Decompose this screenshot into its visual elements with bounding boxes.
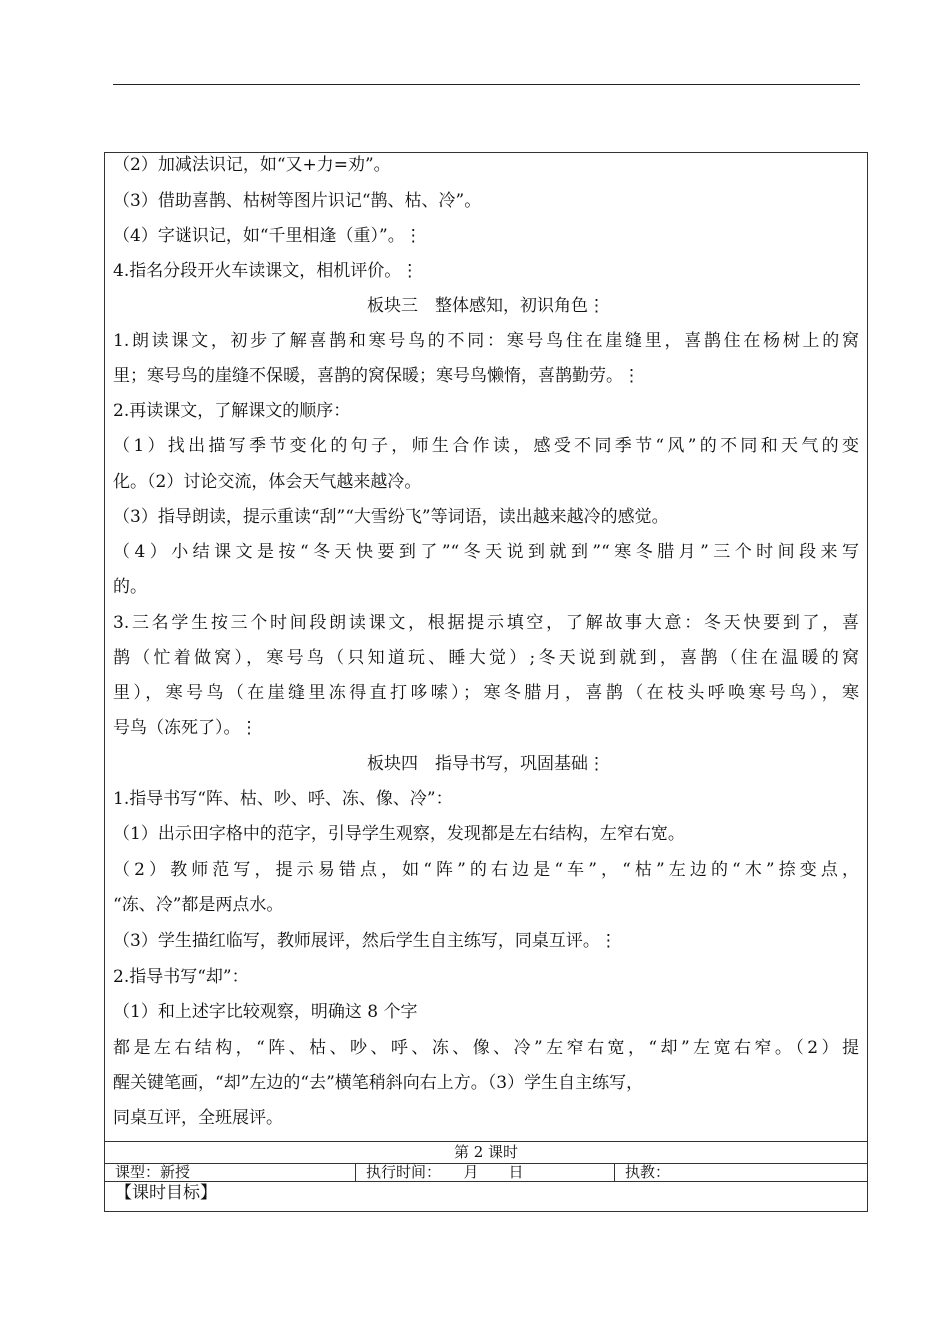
lesson-title-row — [104, 1142, 868, 1164]
lesson-goal-row — [104, 1182, 868, 1212]
text-line: 里），寒号鸟（在崖缝里冻得直打哆嗦）；寒冬腊月，喜鹊（在枝头呼唤寒号鸟），寒 — [113, 683, 859, 703]
text-line: （2）教师范写，提示易错点，如“阵”的右边是“车”，“枯”左边的“木”捺变点， — [113, 860, 859, 880]
text-line: 1.指导书写“阵、枯、吵、呼、冻、像、冷”： — [113, 789, 453, 809]
text-line: （3）学生描红临写，教师展评，然后学生自主练写，同桌互评。⋮ — [113, 931, 617, 951]
lesson-type: 课型：新授 — [115, 1163, 191, 1181]
lesson-title: 第 2 课时 — [453, 1143, 519, 1161]
text-line: （1）出示田字格中的范字，引导学生观察，发现都是左右结构，左窄右宽。 — [113, 824, 685, 844]
text-line: 4.指名分段开火车读课文，相机评价。⋮ — [113, 261, 419, 281]
teacher: 执教： — [625, 1163, 671, 1181]
text-line: （1）和上述字比较观察，明确这 8 个字 — [113, 1002, 418, 1022]
header-rule — [113, 84, 860, 85]
text-line: （3）指导朗读，提示重读“刮”“大雪纷飞”等词语，读出越来越冷的感觉。 — [113, 507, 669, 527]
teacher-cell — [615, 1164, 867, 1181]
text-line: 3.三名学生按三个时间段朗读课文，根据提示填空，了解故事大意：冬天快要到了，喜 — [113, 613, 859, 633]
lesson-type-cell — [105, 1164, 356, 1181]
text-line: “冻、冷”都是两点水。 — [113, 895, 284, 915]
text-line: （4）字谜识记，如“千里相逢（重）”。⋮ — [113, 226, 422, 246]
text-line: 号鸟（冻死了）。⋮ — [113, 718, 258, 738]
execution-time-cell — [356, 1164, 615, 1181]
text-line: （3）借助喜鹊、枯树等图片识记“鹊、枯、冷”。 — [113, 191, 482, 211]
execution-time: 执行时间： 月 日 — [366, 1163, 524, 1181]
text-line: （1）找出描写季节变化的句子，师生合作读，感受不同季节“风”的不同和天气的变 — [113, 436, 859, 456]
text-line: 2.再读课文，了解课文的顺序： — [113, 401, 351, 421]
text-line: （2）加减法识记，如“又+力=劝”。 — [113, 155, 391, 175]
text-line: 都是左右结构，“阵、枯、吵、呼、冻、像、冷”左窄右宽，“却”左宽右窄。（2）提 — [113, 1038, 859, 1058]
text-line: 1.朗读课文，初步了解喜鹊和寒号鸟的不同：寒号鸟住在崖缝里，喜鹊住在杨树上的窝 — [113, 331, 859, 351]
section-heading: 板块四 指导书写，巩固基础⋮ — [367, 754, 605, 774]
text-line: 2.指导书写“却”： — [113, 967, 249, 987]
lesson-meta-row — [104, 1164, 868, 1182]
text-line: 化。（2）讨论交流，体会天气越来越冷。 — [113, 472, 422, 492]
text-line: 里；寒号鸟的崖缝不保暖，喜鹊的窝保暖；寒号鸟懒惰，喜鹊勤劳。⋮ — [113, 366, 640, 386]
section-heading: 板块三 整体感知，初识角色⋮ — [367, 296, 605, 316]
lesson-goal-heading: 【课时目标】 — [115, 1183, 217, 1203]
text-line: 的。 — [113, 577, 147, 597]
text-line: 醒关键笔画，“却”左边的“去”横笔稍斜向右上方。（3）学生自主练写， — [113, 1073, 644, 1093]
text-line: 同桌互评，全班展评。 — [113, 1108, 283, 1128]
text-line: （4）小结课文是按“冬天快要到了”“冬天说到就到”“寒冬腊月”三个时间段来写 — [113, 542, 859, 562]
text-line: 鹊（忙着做窝），寒号鸟（只知道玩、睡大觉）;冬天说到就到，喜鹊（住在温暖的窝 — [113, 648, 859, 668]
